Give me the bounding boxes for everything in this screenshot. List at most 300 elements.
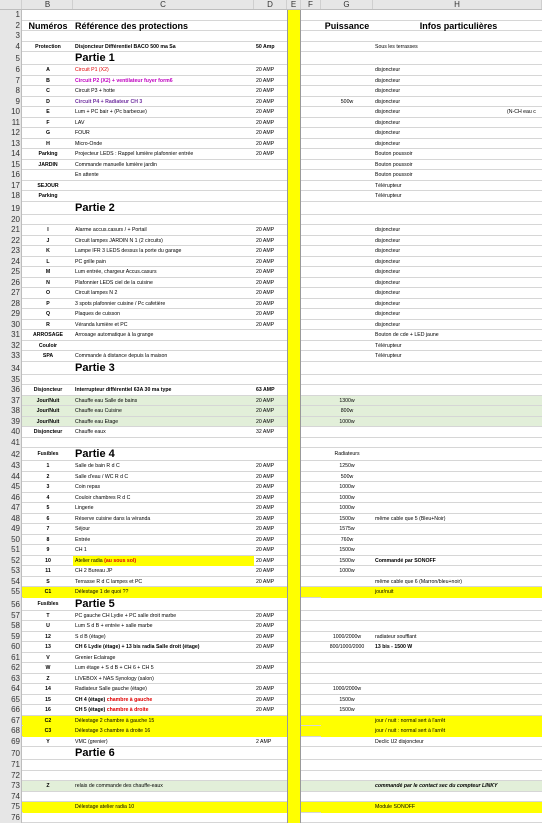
- cell-number[interactable]: A: [23, 65, 73, 76]
- row-number[interactable]: 38: [0, 406, 22, 417]
- cell-number[interactable]: 9: [23, 545, 73, 556]
- cell-number[interactable]: Fusibles: [23, 598, 73, 611]
- cell-empty[interactable]: [301, 191, 321, 202]
- cell-yellow-column[interactable]: [287, 236, 301, 247]
- cell-number[interactable]: N: [23, 278, 73, 289]
- cell-number[interactable]: 7: [23, 524, 73, 535]
- row-number[interactable]: 46: [0, 493, 22, 504]
- row-number[interactable]: 10: [0, 107, 22, 118]
- cell-amperage[interactable]: 32 AMP: [254, 427, 287, 438]
- cell-number[interactable]: C1: [23, 587, 73, 598]
- row-number[interactable]: 42: [0, 448, 22, 461]
- cell-empty[interactable]: [301, 202, 321, 215]
- cell-reference[interactable]: CH 2 Bureau JP: [73, 566, 254, 577]
- cell-infos[interactable]: [373, 684, 542, 695]
- cell-infos[interactable]: [373, 503, 542, 514]
- cell-reference[interactable]: Chauffe eau Cuisine: [73, 406, 254, 417]
- cell-yellow-column[interactable]: [287, 139, 301, 150]
- cell-reference[interactable]: [73, 695, 254, 706]
- cell-number[interactable]: [23, 813, 73, 823]
- cell-reference[interactable]: Circuit lampes JARDIN N 1 (2 circuits): [73, 236, 254, 247]
- cell-empty[interactable]: [301, 52, 321, 65]
- cell-number[interactable]: Z: [23, 674, 73, 685]
- cell-infos[interactable]: disjoncteur: [373, 257, 542, 268]
- row-number[interactable]: 40: [0, 427, 22, 438]
- cell-reference[interactable]: Partie 2: [73, 202, 254, 215]
- cell-infos[interactable]: [373, 385, 542, 396]
- cell-yellow-column[interactable]: [287, 385, 301, 396]
- row-number[interactable]: 64: [0, 684, 22, 695]
- row-number[interactable]: 37: [0, 396, 22, 407]
- cell-amperage[interactable]: [254, 362, 287, 375]
- cell-infos[interactable]: [373, 598, 542, 611]
- cell-yellow-column[interactable]: [287, 215, 301, 226]
- cell-number[interactable]: S: [23, 577, 73, 588]
- cell-amperage[interactable]: [254, 330, 287, 341]
- cell-puissance[interactable]: 1000/2000w: [321, 684, 373, 695]
- cell-puissance[interactable]: [321, 351, 373, 362]
- cell-empty[interactable]: [301, 225, 321, 236]
- cell-yellow-column[interactable]: [287, 128, 301, 139]
- cell-yellow-column[interactable]: [287, 406, 301, 417]
- cell-reference[interactable]: [73, 438, 254, 449]
- row-number[interactable]: 30: [0, 320, 22, 331]
- cell-yellow-column[interactable]: [287, 621, 301, 632]
- row-number[interactable]: 15: [0, 160, 22, 171]
- cell-empty[interactable]: [301, 257, 321, 268]
- row-number[interactable]: 59: [0, 632, 22, 643]
- cell-empty[interactable]: [301, 472, 321, 483]
- cell-amperage[interactable]: 20 AMP: [254, 225, 287, 236]
- cell-puissance[interactable]: [321, 225, 373, 236]
- cell-infos[interactable]: Declic U2 disjoncteur: [373, 737, 542, 748]
- cell-empty[interactable]: [301, 705, 321, 716]
- cell-reference[interactable]: 3 spots plafonnier cuisine / Pc cafetière: [73, 299, 254, 310]
- row-number[interactable]: 67: [0, 716, 22, 727]
- cell-reference[interactable]: Lingerie: [73, 503, 254, 514]
- row-number[interactable]: 73: [0, 781, 22, 792]
- cell-infos[interactable]: Bouton poussoir: [373, 149, 542, 160]
- cell-puissance[interactable]: [321, 181, 373, 192]
- cell-puissance[interactable]: 1000w: [321, 493, 373, 504]
- cell-empty[interactable]: [301, 493, 321, 504]
- cell-amperage[interactable]: [254, 771, 287, 782]
- cell-puissance[interactable]: [321, 107, 373, 118]
- cell-amperage[interactable]: 20 AMP: [254, 566, 287, 577]
- row-number[interactable]: 8: [0, 86, 22, 97]
- cell-amperage[interactable]: [254, 438, 287, 449]
- cell-number[interactable]: H: [23, 139, 73, 150]
- cell-amperage[interactable]: 20 AMP: [254, 267, 287, 278]
- cell-empty[interactable]: [301, 288, 321, 299]
- cell-empty[interactable]: [301, 587, 321, 598]
- row-number[interactable]: 71: [0, 760, 22, 771]
- cell-number[interactable]: [23, 771, 73, 782]
- cell-empty[interactable]: [301, 267, 321, 278]
- cell-puissance[interactable]: [321, 341, 373, 352]
- cell-reference[interactable]: Radiateur Salle gauche (étage): [73, 684, 254, 695]
- cell-number[interactable]: [23, 215, 73, 226]
- row-number[interactable]: 75: [0, 802, 22, 813]
- cell-reference[interactable]: Circuit P4 + Radiateur CH 3: [73, 97, 254, 108]
- cell-amperage[interactable]: 20 AMP: [254, 642, 287, 653]
- cell-reference[interactable]: Couloir chambres R d C: [73, 493, 254, 504]
- cell-amperage[interactable]: [254, 781, 287, 792]
- cell-empty[interactable]: [301, 76, 321, 87]
- row-number[interactable]: 68: [0, 726, 22, 737]
- cell-infos[interactable]: [373, 760, 542, 771]
- cell-number[interactable]: U: [23, 621, 73, 632]
- cell-puissance[interactable]: [321, 385, 373, 396]
- cell-infos[interactable]: [373, 202, 542, 215]
- cell-number[interactable]: 1: [23, 461, 73, 472]
- row-number[interactable]: 17: [0, 181, 22, 192]
- cell-empty[interactable]: [301, 181, 321, 192]
- row-number[interactable]: 21: [0, 225, 22, 236]
- cell-infos[interactable]: [373, 663, 542, 674]
- cell-empty[interactable]: [301, 351, 321, 362]
- cell-amperage[interactable]: [254, 181, 287, 192]
- row-number[interactable]: 29: [0, 309, 22, 320]
- row-number[interactable]: 19: [0, 202, 22, 215]
- cell-amperage[interactable]: 20 AMP: [254, 705, 287, 716]
- cell-reference[interactable]: Partie 4: [73, 448, 254, 461]
- cell-amperage[interactable]: [254, 202, 287, 215]
- cell-number[interactable]: W: [23, 663, 73, 674]
- cell-puissance[interactable]: Radiateurs: [321, 448, 373, 461]
- cell-puissance[interactable]: [321, 760, 373, 771]
- cell-puissance[interactable]: [321, 267, 373, 278]
- cell-reference[interactable]: CH 6 Lydie (étage) + 13 bis radia Salle droit (étage): [73, 642, 254, 653]
- cell-number[interactable]: Z: [23, 781, 73, 792]
- cell-reference[interactable]: S d B (étage): [73, 632, 254, 643]
- cell-reference[interactable]: Terrasse R d C lampes et PC: [73, 577, 254, 588]
- cell-number[interactable]: I: [23, 225, 73, 236]
- cell-reference[interactable]: [73, 556, 254, 567]
- cell-amperage[interactable]: 20 AMP: [254, 406, 287, 417]
- cell-infos[interactable]: disjoncteur: [373, 225, 542, 236]
- cell-puissance[interactable]: 1500w: [321, 705, 373, 716]
- row-number[interactable]: 31: [0, 330, 22, 341]
- cell-infos[interactable]: [373, 813, 542, 823]
- cell-yellow-column[interactable]: [287, 514, 301, 525]
- cell-empty[interactable]: [301, 128, 321, 139]
- row-number[interactable]: 62: [0, 663, 22, 674]
- cell-reference[interactable]: [73, 191, 254, 202]
- cell-empty[interactable]: [301, 31, 321, 42]
- cell-puissance[interactable]: [321, 118, 373, 129]
- cell-infos[interactable]: Bouton de cde + LED jaune: [373, 330, 542, 341]
- cell-amperage[interactable]: 20 AMP: [254, 621, 287, 632]
- cell-yellow-column[interactable]: [287, 653, 301, 664]
- cell-reference[interactable]: Lum étage + S d B + CH 6 + CH 5: [73, 663, 254, 674]
- cell-puissance[interactable]: [321, 577, 373, 588]
- cell-reference[interactable]: Partie 6: [73, 747, 254, 760]
- cell-reference[interactable]: Circuit P2 (X2) + ventilateur fuyer form6: [73, 76, 254, 87]
- cell-puissance[interactable]: [321, 215, 373, 226]
- cell-number[interactable]: [23, 170, 73, 181]
- row-number[interactable]: 48: [0, 514, 22, 525]
- column-header-d[interactable]: D: [254, 0, 287, 9]
- row-number[interactable]: 5: [0, 52, 22, 65]
- cell-number[interactable]: [23, 747, 73, 760]
- cell-amperage[interactable]: 20 AMP: [254, 461, 287, 472]
- cell-puissance[interactable]: 1000w: [321, 482, 373, 493]
- cell-reference[interactable]: [73, 771, 254, 782]
- cell-number[interactable]: C3: [23, 726, 73, 737]
- cell-amperage[interactable]: [254, 716, 287, 727]
- cell-amperage[interactable]: 20 AMP: [254, 493, 287, 504]
- cell-yellow-column[interactable]: [287, 97, 301, 108]
- cell-infos[interactable]: [373, 417, 542, 428]
- cell-yellow-column[interactable]: [287, 632, 301, 643]
- cell-empty[interactable]: [301, 535, 321, 546]
- cell-reference[interactable]: Délestage 1 de quoi ??: [73, 587, 254, 598]
- cell-empty[interactable]: [301, 663, 321, 674]
- cell-infos[interactable]: [373, 461, 542, 472]
- cell-number[interactable]: Parking: [23, 191, 73, 202]
- cell-empty[interactable]: [301, 792, 321, 803]
- cell-yellow-column[interactable]: [287, 351, 301, 362]
- cell-empty[interactable]: [301, 771, 321, 782]
- cell-puissance[interactable]: 1300w: [321, 396, 373, 407]
- cell-puissance[interactable]: [321, 52, 373, 65]
- cell-infos[interactable]: Bouton poussoir: [373, 170, 542, 181]
- cell-yellow-column[interactable]: [287, 493, 301, 504]
- cell-reference[interactable]: LAV: [73, 118, 254, 129]
- cell-yellow-column[interactable]: [287, 42, 301, 53]
- cell-reference[interactable]: Véranda lumière et PC: [73, 320, 254, 331]
- cell-yellow-column[interactable]: [287, 695, 301, 706]
- cell-infos[interactable]: [373, 621, 542, 632]
- cell-number[interactable]: P: [23, 299, 73, 310]
- cell-empty[interactable]: [301, 362, 321, 375]
- cell-empty[interactable]: [301, 65, 321, 76]
- cell-number[interactable]: Fusibles: [23, 448, 73, 461]
- cell-empty[interactable]: [301, 503, 321, 514]
- cell-puissance[interactable]: [321, 202, 373, 215]
- cell-reference[interactable]: PC grille pain: [73, 257, 254, 268]
- cell-number[interactable]: B: [23, 76, 73, 87]
- row-number[interactable]: 25: [0, 267, 22, 278]
- cell-yellow-column[interactable]: [287, 65, 301, 76]
- cell-number[interactable]: [23, 31, 73, 42]
- cell-empty[interactable]: [301, 653, 321, 664]
- cell-empty[interactable]: [301, 385, 321, 396]
- cell-puissance[interactable]: [321, 86, 373, 97]
- cell-amperage[interactable]: [254, 21, 287, 32]
- cell-amperage[interactable]: 20 AMP: [254, 503, 287, 514]
- cell-infos[interactable]: disjoncteur: [373, 299, 542, 310]
- cell-amperage[interactable]: [254, 215, 287, 226]
- cell-infos[interactable]: disjoncteur: [373, 76, 542, 87]
- row-number[interactable]: 20: [0, 215, 22, 226]
- cell-empty[interactable]: [301, 236, 321, 247]
- cell-amperage[interactable]: [254, 792, 287, 803]
- cell-infos[interactable]: Sous les terrasses: [373, 42, 542, 53]
- cell-reference[interactable]: Réserve cuisine dans la véranda: [73, 514, 254, 525]
- cell-reference[interactable]: VMC (grenier): [73, 737, 254, 748]
- cell-amperage[interactable]: 20 AMP: [254, 299, 287, 310]
- cell-reference[interactable]: Lum + PC bair + (Pc barbecue): [73, 107, 254, 118]
- cell-yellow-column[interactable]: [287, 781, 301, 792]
- cell-infos[interactable]: Télérupteur: [373, 351, 542, 362]
- cell-number[interactable]: 11: [23, 566, 73, 577]
- cell-overflow-note[interactable]: (N-CH eau c: [505, 107, 542, 118]
- cell-infos[interactable]: [373, 674, 542, 685]
- cell-amperage[interactable]: 20 AMP: [254, 309, 287, 320]
- cell-number[interactable]: C: [23, 86, 73, 97]
- cell-number[interactable]: Jour/Nuit: [23, 406, 73, 417]
- cell-amperage[interactable]: 20 AMP: [254, 246, 287, 257]
- cell-yellow-column[interactable]: [287, 320, 301, 331]
- cell-empty[interactable]: [301, 375, 321, 386]
- cell-reference[interactable]: Partie 1: [73, 52, 254, 65]
- row-number[interactable]: 11: [0, 118, 22, 129]
- cell-amperage[interactable]: 20 AMP: [254, 545, 287, 556]
- cell-reference[interactable]: Chauffe eau Etage: [73, 417, 254, 428]
- cell-infos[interactable]: disjoncteur: [373, 246, 542, 257]
- cell-empty[interactable]: [301, 42, 321, 53]
- cell-number[interactable]: D: [23, 97, 73, 108]
- cell-infos[interactable]: commandé par le contact sec du compteur LINKY: [373, 781, 542, 792]
- cell-puissance[interactable]: 1500w: [321, 556, 373, 567]
- cell-reference[interactable]: Chauffe eau Salle de bains: [73, 396, 254, 407]
- cell-amperage[interactable]: [254, 448, 287, 461]
- cell-empty[interactable]: [301, 781, 321, 792]
- cell-number[interactable]: G: [23, 128, 73, 139]
- cell-empty[interactable]: [301, 524, 321, 535]
- column-header-b[interactable]: B: [23, 0, 73, 9]
- cell-puissance[interactable]: 1500w: [321, 514, 373, 525]
- row-number[interactable]: 1: [0, 10, 22, 21]
- cell-amperage[interactable]: 20 AMP: [254, 577, 287, 588]
- cell-amperage[interactable]: [254, 52, 287, 65]
- cell-infos[interactable]: jour / nuit : normal sert à l'arrêt: [373, 726, 542, 737]
- cell-yellow-column[interactable]: [287, 149, 301, 160]
- row-number[interactable]: 50: [0, 535, 22, 546]
- cell-amperage[interactable]: 20 AMP: [254, 417, 287, 428]
- row-number[interactable]: 34: [0, 362, 22, 375]
- row-number[interactable]: 49: [0, 524, 22, 535]
- row-number[interactable]: 27: [0, 288, 22, 299]
- cell-reference[interactable]: Disjoncteur Différentiel BACO 500 ma Sa: [73, 42, 254, 53]
- cell-puissance[interactable]: [321, 747, 373, 760]
- cell-yellow-column[interactable]: [287, 341, 301, 352]
- cell-number[interactable]: SEJOUR: [23, 181, 73, 192]
- cell-amperage[interactable]: 20 AMP: [254, 139, 287, 150]
- cell-puissance[interactable]: [321, 76, 373, 87]
- row-number[interactable]: 76: [0, 813, 22, 823]
- cell-amperage[interactable]: [254, 351, 287, 362]
- cell-yellow-column[interactable]: [287, 771, 301, 782]
- row-number[interactable]: 69: [0, 737, 22, 748]
- cell-reference[interactable]: Délestage 3 chambre à droite 16: [73, 726, 254, 737]
- cell-number[interactable]: ARROSAGE: [23, 330, 73, 341]
- cell-infos[interactable]: disjoncteur: [373, 288, 542, 299]
- row-number[interactable]: 4: [0, 42, 22, 53]
- cell-infos[interactable]: disjoncteur: [373, 320, 542, 331]
- row-number[interactable]: 53: [0, 566, 22, 577]
- cell-reference[interactable]: Grenier Eclairage: [73, 653, 254, 664]
- cell-infos[interactable]: [373, 31, 542, 42]
- cell-puissance[interactable]: 1000w: [321, 417, 373, 428]
- cell-puissance[interactable]: [321, 31, 373, 42]
- cell-infos[interactable]: disjoncteur: [373, 236, 542, 247]
- cell-puissance[interactable]: [321, 663, 373, 674]
- cell-puissance[interactable]: [321, 10, 373, 21]
- cell-empty[interactable]: [301, 695, 321, 706]
- cell-empty[interactable]: [301, 97, 321, 108]
- cell-number[interactable]: 13: [23, 642, 73, 653]
- cell-empty[interactable]: [301, 299, 321, 310]
- cell-puissance[interactable]: [321, 611, 373, 622]
- row-number[interactable]: 24: [0, 257, 22, 268]
- cell-yellow-column[interactable]: [287, 427, 301, 438]
- cell-empty[interactable]: [301, 611, 321, 622]
- cell-empty[interactable]: [301, 341, 321, 352]
- cell-puissance[interactable]: 1000w: [321, 566, 373, 577]
- row-number[interactable]: 52: [0, 556, 22, 567]
- cell-yellow-column[interactable]: [287, 566, 301, 577]
- cell-infos[interactable]: disjoncteur: [373, 86, 542, 97]
- cell-infos[interactable]: Commandé par SONOFF: [373, 556, 542, 567]
- cell-amperage[interactable]: 20 AMP: [254, 118, 287, 129]
- cell-amperage[interactable]: [254, 674, 287, 685]
- row-number[interactable]: 36: [0, 385, 22, 396]
- cell-empty[interactable]: [301, 278, 321, 289]
- cell-yellow-column[interactable]: [287, 716, 301, 727]
- cell-number[interactable]: [23, 202, 73, 215]
- cell-yellow-column[interactable]: [287, 107, 301, 118]
- cell-infos[interactable]: [373, 406, 542, 417]
- cell-reference[interactable]: [73, 181, 254, 192]
- row-number[interactable]: 35: [0, 375, 22, 386]
- cell-number[interactable]: 3: [23, 482, 73, 493]
- cell-yellow-column[interactable]: [287, 545, 301, 556]
- cell-number[interactable]: 14: [23, 684, 73, 695]
- row-number[interactable]: 58: [0, 621, 22, 632]
- cell-puissance[interactable]: 800w: [321, 406, 373, 417]
- cell-yellow-column[interactable]: [287, 587, 301, 598]
- row-number[interactable]: 18: [0, 191, 22, 202]
- cell-reference[interactable]: FOUR: [73, 128, 254, 139]
- cell-yellow-column[interactable]: [287, 257, 301, 268]
- cell-reference[interactable]: CH 1: [73, 545, 254, 556]
- cell-empty[interactable]: [301, 160, 321, 171]
- cell-yellow-column[interactable]: [287, 747, 301, 760]
- cell-amperage[interactable]: [254, 813, 287, 823]
- cell-yellow-column[interactable]: [287, 191, 301, 202]
- cell-empty[interactable]: [301, 86, 321, 97]
- cell-empty[interactable]: [301, 417, 321, 428]
- cell-number[interactable]: 5: [23, 503, 73, 514]
- cell-amperage[interactable]: 20 AMP: [254, 556, 287, 567]
- cell-infos[interactable]: [373, 653, 542, 664]
- cell-amperage[interactable]: 63 AMP: [254, 385, 287, 396]
- cell-infos[interactable]: disjoncteur: [373, 278, 542, 289]
- cell-yellow-column[interactable]: [287, 535, 301, 546]
- cell-reference[interactable]: Circuit P3 + hotte: [73, 86, 254, 97]
- cell-puissance[interactable]: 1000w: [321, 503, 373, 514]
- cell-reference[interactable]: Plaques de cuisson: [73, 309, 254, 320]
- cell-amperage[interactable]: 20 AMP: [254, 128, 287, 139]
- row-number[interactable]: 3: [0, 31, 22, 42]
- cell-yellow-column[interactable]: [287, 76, 301, 87]
- column-header-e[interactable]: E: [287, 0, 301, 9]
- cell-reference[interactable]: Salle de bain R d C: [73, 461, 254, 472]
- column-header-c[interactable]: C: [73, 0, 254, 9]
